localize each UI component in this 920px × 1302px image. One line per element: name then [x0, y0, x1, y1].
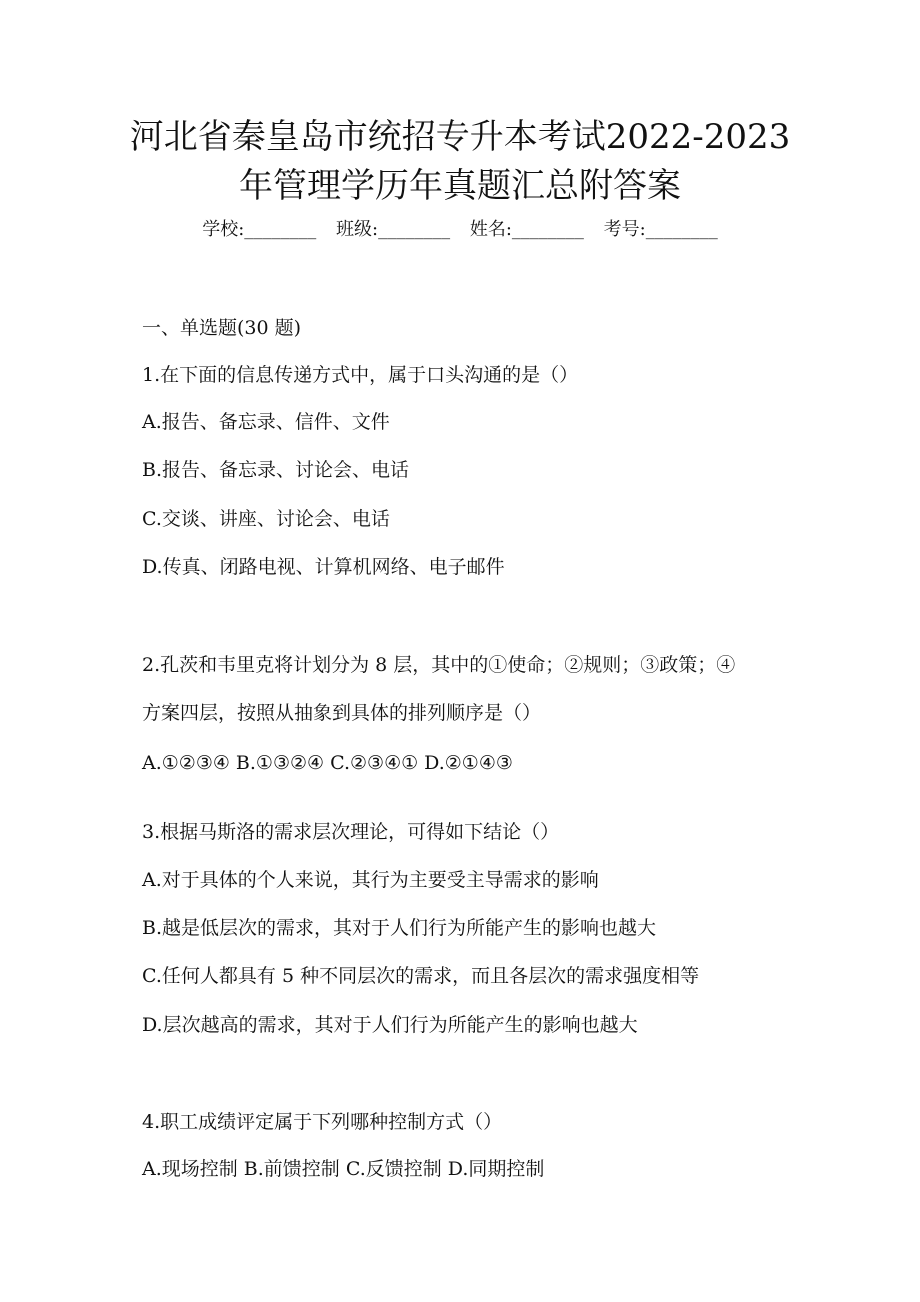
question-1-stem: 1.在下面的信息传递方式中，属于口头沟通的是（）: [142, 364, 579, 386]
class-field: 班级:________: [336, 219, 451, 240]
question-3-option-a: A.对于具体的个人来说，其行为主要受主导需求的影响: [142, 869, 599, 891]
question-2-stem-line-2: 方案四层，按照从抽象到具体的排列顺序是（）: [142, 702, 542, 724]
question-3-option-c: C.任何人都具有 5 种不同层次的需求，而且各层次的需求强度相等: [142, 965, 700, 987]
question-1-option-b: B.报告、备忘录、讨论会、电话: [142, 459, 410, 481]
question-3-option-d: D.层次越高的需求，其对于人们行为所能产生的影响也越大: [142, 1014, 638, 1036]
question-2-options: A.①②③④ B.①③②④ C.②③④① D.②①④③: [142, 752, 513, 774]
student-info-row: [0, 216, 920, 244]
question-1-option-c: C.交谈、讲座、讨论会、电话: [142, 508, 390, 530]
question-3-stem: 3.根据马斯洛的需求层次理论，可得如下结论（）: [142, 821, 560, 843]
question-4-stem: 4.职工成绩评定属于下列哪种控制方式（）: [142, 1111, 503, 1133]
name-field: 姓名:________: [469, 219, 584, 240]
question-1-option-d: D.传真、闭路电视、计算机网络、电子邮件: [142, 556, 505, 578]
section-heading: 一、单选题(30 题): [142, 317, 302, 339]
exam-number-field: 考号:________: [603, 219, 718, 240]
document-title-line-2: 年管理学历年真题汇总附答案: [239, 166, 681, 206]
school-field: 学校:________: [202, 219, 317, 240]
question-3-option-b: B.越是低层次的需求，其对于人们行为所能产生的影响也越大: [142, 917, 657, 939]
document-title-line-1: 河北省秦皇岛市统招专升本考试2022-2023: [129, 117, 791, 157]
question-1-option-a: A.报告、备忘录、信件、文件: [142, 411, 390, 433]
question-4-options: A.现场控制 B.前馈控制 C.反馈控制 D.同期控制: [142, 1158, 545, 1180]
question-2-stem-line-1: 2.孔茨和韦里克将计划分为 8 层，其中的①使命；②规则；③政策；④: [142, 654, 736, 676]
